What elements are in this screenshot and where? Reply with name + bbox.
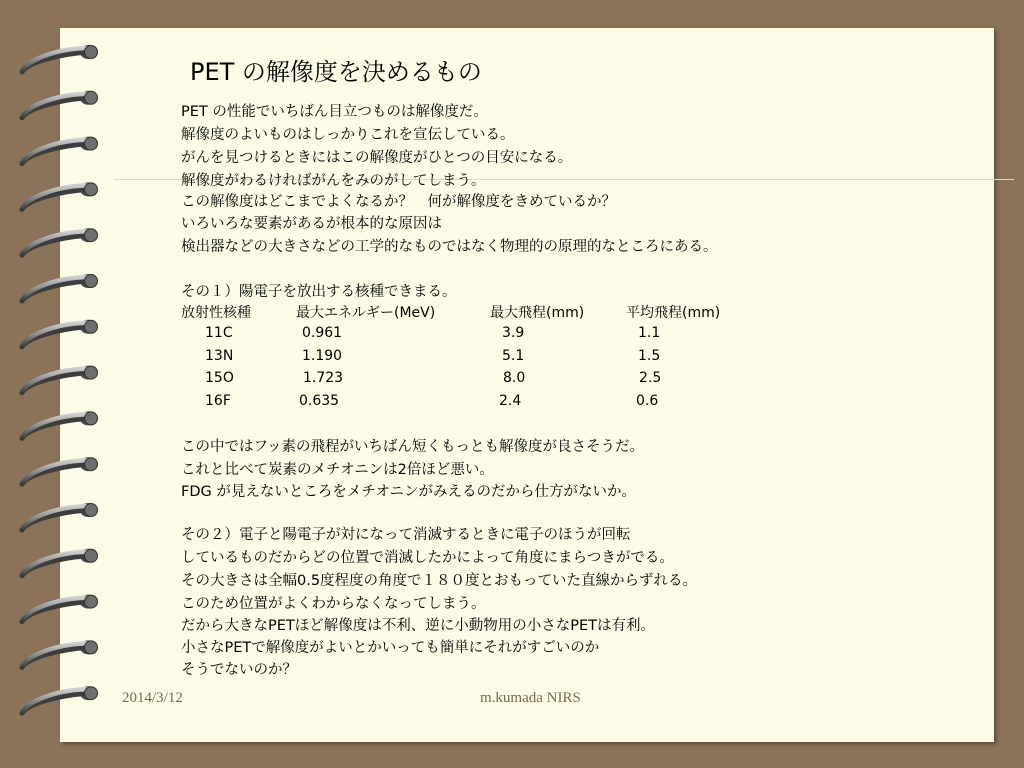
section1-note: この中ではフッ素の飛程がいちばん短くもっとも解像度が良さそうだ。 — [181, 439, 644, 455]
spiral-ring-icon — [22, 503, 98, 530]
table-cell: 3.9 — [502, 325, 525, 341]
section2-line: その大きさは全幅0.5度程度の角度で１８０度とおもっていた直線からずれる。 — [181, 573, 698, 589]
intro-line: いろいろな要素があるが根本的な原因は — [181, 216, 442, 232]
intro-line: がんを見つけるときにはこの解像度がひとつの目安になる。 — [181, 150, 573, 166]
table-cell: 8.0 — [503, 370, 526, 386]
table-cell: 5.1 — [502, 348, 525, 364]
table-header-cell: 最大飛程(mm) — [490, 305, 585, 321]
intro-line: 解像度がわるければがんをみのがしてしまう。 — [181, 173, 486, 189]
spiral-ring-icon — [22, 182, 98, 209]
table-cell: 11C — [205, 325, 233, 341]
section2-line: そうでないのか？ — [181, 662, 297, 678]
table-cell: 1.1 — [638, 325, 661, 341]
spiral-ring-icon — [22, 320, 98, 347]
table-cell: 0.635 — [299, 393, 340, 409]
section2-line: その２）電子と陽電子が対になって消滅するときに電子のほうが回転 — [181, 527, 631, 543]
table-header-row — [181, 302, 781, 322]
table-cell: 15O — [205, 370, 234, 386]
spiral-ring-icon — [22, 640, 98, 667]
table-header-cell: 平均飛程(mm) — [626, 305, 721, 321]
section1-note: FDG が見えないところをメチオニンがみえるのだから仕方がないか。 — [181, 484, 636, 500]
section2-line: だから大きなPETほど解像度は不利、逆に小動物用の小さなPETは有利。 — [181, 618, 656, 634]
spiral-ring-icon — [22, 686, 98, 713]
spiral-ring-icon — [22, 457, 98, 484]
table-header-cell: 放射性核種 — [181, 305, 251, 321]
table-cell: 0.6 — [636, 393, 659, 409]
intro-line: 検出器などの大きさなどの工学的なものではなく物理的の原理的なところにある。 — [181, 239, 718, 255]
table-cell: 2.5 — [639, 370, 662, 386]
intro-line: この解像度はどこまでよくなるか？ 何が解像度をきめているか？ — [181, 194, 616, 210]
table-cell: 1.723 — [303, 370, 344, 386]
spiral-ring-icon — [22, 595, 98, 622]
table-cell: 16F — [205, 393, 231, 409]
table-cell: 0.961 — [302, 325, 343, 341]
spiral-ring-icon — [22, 137, 98, 164]
table-cell: 1.190 — [302, 348, 343, 364]
spiral-ring-icon — [22, 366, 98, 393]
table-cell: 1.5 — [638, 348, 661, 364]
intro-line: 解像度のよいものはしっかりこれを宣伝している。 — [181, 127, 515, 143]
table-cell: 13N — [205, 348, 234, 364]
section2-line: 小さなPETで解像度がよいとかいっても簡単にそれがすごいのか — [181, 640, 600, 656]
slide-title: PET の解像度を決めるもの — [190, 58, 482, 86]
table-header-cell: 最大エネルギー(MeV) — [296, 305, 436, 321]
table-row — [181, 393, 781, 413]
table-row — [181, 370, 781, 390]
spiral-ring-icon — [22, 411, 98, 438]
section2-line: このため位置がよくわからなくなってしまう。 — [181, 596, 486, 612]
table-row — [181, 348, 781, 368]
spiral-ring-icon — [22, 91, 98, 118]
footer-author: m.kumada NIRS — [480, 690, 581, 706]
table-row — [181, 325, 781, 345]
table-cell: 2.4 — [499, 393, 522, 409]
footer-date: 2014/3/12 — [122, 690, 183, 706]
spiral-binding-icon — [0, 0, 120, 768]
intro-line: PET の性能でいちばん目立つものは解像度だ。 — [181, 104, 488, 120]
section2-line: しているものだからどの位置で消滅したかによって角度にまらつきがでる。 — [181, 550, 674, 566]
section1-heading: その１）陽電子を放出する核種できまる。 — [181, 284, 457, 300]
spiral-ring-icon — [22, 228, 98, 255]
spiral-ring-icon — [22, 45, 98, 72]
spiral-ring-icon — [22, 549, 98, 576]
spiral-ring-icon — [22, 274, 98, 301]
section1-note: これと比べて炭素のメチオニンは2倍ほど悪い。 — [181, 462, 494, 478]
